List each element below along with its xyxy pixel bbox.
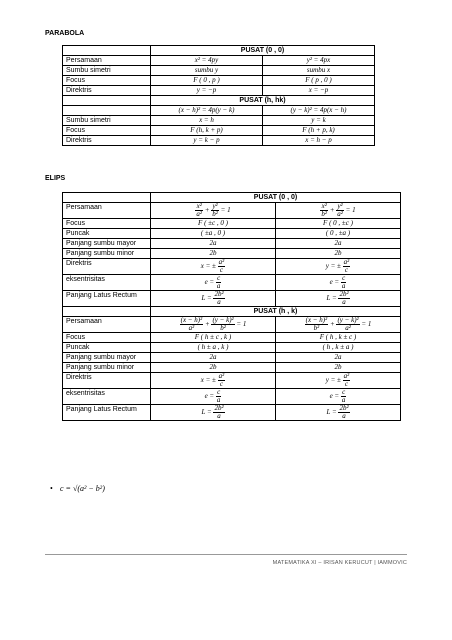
table-row: Sumbu simetri x = h y = k <box>63 116 375 126</box>
elips-table <box>62 192 401 421</box>
table-row: Focus F ( ±c , 0 ) F ( 0 , ±c ) <box>63 219 401 229</box>
table-row: Focus F (h, k + p) F (h + p, k) <box>63 126 375 136</box>
table-row: Panjang sumbu mayor 2a 2a <box>63 239 401 249</box>
table-row: eksentrisitas e = $\frac{c}{a}$ e = $\frac{c}{a}$ <box>63 275 401 291</box>
table-row: Direktris y = −p x = −p <box>63 86 375 96</box>
table-row: Direktris x = ± $\frac{\text{a²}}{c}$ y = ± $\frac{\text{a²}}{c}$ <box>63 373 401 389</box>
elips-header-shift: PUSAT (h , k) <box>151 307 401 317</box>
table-row: Sumbu simetri sumbu y sumbu x <box>63 66 375 76</box>
equation-cell: $\frac{\text{x²}}{\text{a²}}$ + $\frac{\text{y²}}{\text{b²}}$ = 1 <box>151 203 276 219</box>
equation-cell: $\frac{\text{(x − h)²}}{\text{a²}}$ + $\frac{\text{(y − k)²}}{\text{b²}}$ = 1 <box>151 317 276 333</box>
equation-cell: $\frac{\text{x²}}{\text{b²}}$ + $\frac{\text{y²}}{\text{a²}}$ = 1 <box>276 203 401 219</box>
footer-divider <box>45 554 407 555</box>
equation-cell: $\frac{\text{(x − h)²}}{\text{b²}}$ + $\frac{\text{(y − k)²}}{\text{a²}}$ = 1 <box>276 317 401 333</box>
bullet-formula <box>50 484 105 493</box>
parabola-title: PARABOLA <box>45 30 85 37</box>
elips-title: ELIPS <box>45 175 66 182</box>
table-row: Panjang sumbu minor 2b 2b <box>63 363 401 373</box>
table-row: Direktris y = k − p x = h − p <box>63 136 375 146</box>
bullet-text: c = √(a² − b²) <box>60 484 105 493</box>
table-row: Panjang Latus Rectum L = $\frac{\text{2b²}}{a}$ L = $\frac{\text{2b²}}{a}$ <box>63 291 401 307</box>
table-row: Focus F ( 0 , p ) F ( p , 0 ) <box>63 76 375 86</box>
table-row: (x − h)² = 4p(y − k) (y − k)² = 4p(x − h) <box>63 106 375 116</box>
table-row: Persamaan $\frac{\text{(x − h)²}}{\text{a²}}$ + $\frac{\text{(y − k)²}}{\text{b²}}$ = 1 $\frac{\text{(x − h)²}}{\text{b²}}$ + $\frac{\text{(y − k)²}}{\text{a²}}$ = 1 <box>63 317 401 333</box>
parabola-header-shift: PUSAT (h, hk) <box>151 96 375 106</box>
table-row: Puncak ( ±a , 0 ) ( 0 , ±a ) <box>63 229 401 239</box>
table-row: Puncak ( h ± a , k ) ( h , k ± a ) <box>63 343 401 353</box>
parabola-table <box>62 45 375 146</box>
table-row: Direktris x = ± $\frac{\text{a²}}{c}$ y = ± $\frac{\text{a²}}{c}$ <box>63 259 401 275</box>
footer-text: MATEMATIKA XI – IRISAN KERUCUT | IAMMOVIC <box>272 560 407 566</box>
table-row: Persamaan x² = 4py y² = 4px <box>63 56 375 66</box>
table-row: Focus F ( h ± c , k ) F ( h , k ± c ) <box>63 333 401 343</box>
bullet-icon: • <box>50 484 53 493</box>
table-row: eksentrisitas e = $\frac{c}{a}$ e = $\frac{c}{a}$ <box>63 389 401 405</box>
table-row: Panjang sumbu mayor 2a 2a <box>63 353 401 363</box>
table-row: Persamaan $\frac{\text{x²}}{\text{a²}}$ + $\frac{\text{y²}}{\text{b²}}$ = 1 $\frac{\text{x²}}{\text{b²}}$ + $\frac{\text{y²}}{\text{a²}}$ = 1 <box>63 203 401 219</box>
parabola-header-origin: PUSAT (0 , 0) <box>151 46 375 56</box>
table-row: Panjang Latus Rectum L = $\frac{\text{2b²}}{a}$ L = $\frac{\text{2b²}}{a}$ <box>63 405 401 421</box>
elips-header-origin: PUSAT (0 , 0) <box>151 193 401 203</box>
table-row: Panjang sumbu minor 2b 2b <box>63 249 401 259</box>
